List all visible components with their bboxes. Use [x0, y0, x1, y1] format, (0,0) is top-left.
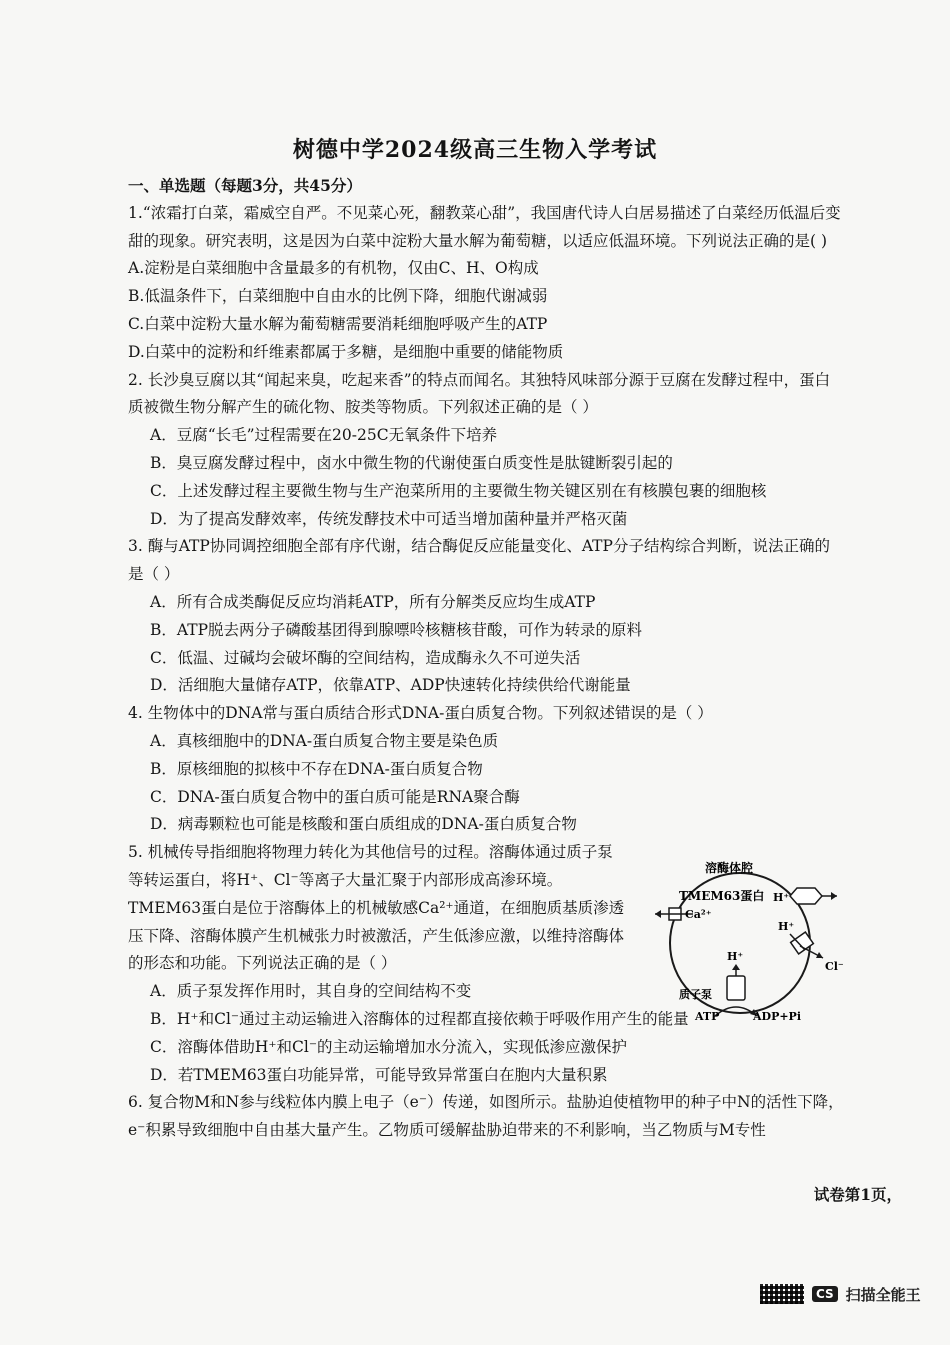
- q4-stem: 4. 生物体中的DNA常与蛋白质结合形式DNA-蛋白质复合物。下列叙述错误的是（ ）: [128, 704, 713, 723]
- q2-option-a: A．豆腐“长毛”过程需要在20-25C无氧条件下培养: [150, 426, 498, 445]
- cl-transporter: [790, 932, 823, 958]
- q3-option-b: B．ATP脱去两分子磷酸基团得到腺嘌呤核糖核苷酸，可作为转录的原料: [150, 620, 643, 639]
- q2-option-b: B．臭豆腐发酵过程中，卤水中微生物的代谢使蛋白质变性是肽键断裂引起的: [150, 453, 673, 472]
- proton-pump-label: 质子泵: [679, 988, 712, 1001]
- q5-option-d: D．若TMEM63蛋白功能异常，可能导致异常蛋白在胞内大量积累: [150, 1065, 608, 1084]
- calcium-label: Ca²⁺: [685, 908, 712, 921]
- q4-option-a: A．真核细胞中的DNA-蛋白质复合物主要是染色质: [150, 731, 499, 750]
- q1-option-c: C.白菜中淀粉大量水解为葡萄糖需要消耗细胞呼吸产生的ATP: [128, 314, 548, 333]
- q5-option-a: A．质子泵发挥作用时，其自身的空间结构不变: [150, 982, 472, 1001]
- q5-stem: 5. 机械传导指细胞将物理力转化为其他信号的过程。溶酶体通过质子泵等转运蛋白，将H⁺、Cl⁻等离子大量汇聚于内部形成高渗环境。TMEM63蛋白是位于溶酶体上的机械敏感Ca²⁺通道，在细胞质基质渗透压下降、溶酶体膜产生机械张力时被激活，产生低渗应激，以维持溶酶体的形态和功能。下列说法正确的是（ ）: [128, 843, 625, 973]
- chloride-label: Cl⁻: [825, 960, 844, 973]
- q5-option-c: C．溶酶体借助H⁺和Cl⁻的主动运输增加水分流入，实现低渗应激保护: [150, 1037, 628, 1056]
- q5-option-b: B．H⁺和Cl⁻通过主动运输进入溶酶体的过程都直接依赖于呼吸作用产生的能量: [150, 1009, 689, 1028]
- scanner-watermark: [760, 1283, 930, 1305]
- q2-stem: 2. 长沙臭豆腐以其“闻起来臭，吃起来香”的特点而闻名。其独特风味部分源于豆腐在发酵过程中，蛋白质被微生物分解产生的硫化物、胺类等物质。下列叙述正确的是（ ）: [128, 370, 831, 417]
- cs-logo-icon: CS: [812, 1286, 838, 1302]
- q1-stem: 1.“浓霜打白菜，霜威空自严。不见菜心死，翻教菜心甜”，我国唐代诗人白居易描述了白菜经历低温后变甜的现象。研究表明，这是因为白菜中淀粉大量水解为葡萄糖，以适应低温环境。下列说法正确的是( ): [128, 203, 841, 250]
- h-transporter-top: [790, 888, 837, 904]
- q4-option-b: B．原核细胞的拟核中不存在DNA-蛋白质复合物: [150, 759, 483, 778]
- proton-pump: [715, 964, 757, 1016]
- exam-title: 树德中学2024级高三生物入学考试: [292, 137, 658, 163]
- q3-option-d: D．活细胞大量储存ATP，依靠ATP、ADP快速转化持续供给代谢能量: [150, 676, 631, 695]
- q1-option-d: D.白菜中的淀粉和纤维素都属于多糖，是细胞中重要的储能物质: [128, 342, 564, 361]
- lysosome-lumen-label: 溶酶体腔: [705, 861, 754, 875]
- section-heading: 一、单选题（每题3分，共45分）: [128, 176, 362, 195]
- q1-option-a: A.淀粉是白菜细胞中含量最多的有机物，仅由C、H、O构成: [128, 259, 539, 278]
- q3-option-c: C．低温、过碱均会破坏酶的空间结构，造成酶永久不可逆失活: [150, 648, 581, 667]
- h-ion-label-top: H⁺: [773, 891, 790, 904]
- qr-code-icon: [760, 1284, 804, 1304]
- q3-option-a: A．所有合成类酶促反应均消耗ATP，所有分解类反应均生成ATP: [150, 592, 596, 611]
- lysosome-diagram: [645, 848, 855, 1028]
- tmem63-label: TMEM63蛋白: [679, 889, 765, 903]
- q2-option-c: C．上述发酵过程主要微生物与生产泡菜所用的主要微生物关键区别在有核膜包裹的细胞核: [150, 481, 767, 500]
- page-number: 试卷第1页，: [813, 1185, 902, 1204]
- scanner-app-name: 扫描全能王: [845, 1285, 921, 1304]
- q3-stem: 3. 酶与ATP协同调控细胞全部有序代谢，结合酶促反应能量变化、ATP分子结构综合判断，说法正确的是（ ）: [128, 537, 830, 584]
- q4-option-d: D．病毒颗粒也可能是核酸和蛋白质组成的DNA-蛋白质复合物: [150, 815, 577, 834]
- q1-option-b: B.低温条件下，白菜细胞中自由水的比例下降，细胞代谢减弱: [128, 287, 548, 306]
- q6-stem: 6. 复合物M和N参与线粒体内膜上电子（e⁻）传递，如图所示。盐胁迫使植物甲的种子中N的活性下降，e⁻积累导致细胞中自由基大量产生。乙物质可缓解盐胁迫带来的不利影响，当乙物质与M专性: [128, 1093, 844, 1140]
- adp-pi-label: ADP+Pi: [753, 1010, 802, 1023]
- q2-option-d: D．为了提高发酵效率，传统发酵技术中可适当增加菌种量并严格灭菌: [150, 509, 628, 528]
- h-ion-label-pump: H⁺: [727, 950, 744, 963]
- q4-option-c: C．DNA-蛋白质复合物中的蛋白质可能是RNA聚合酶: [150, 787, 520, 806]
- atp-label: ATP: [695, 1010, 720, 1023]
- h-ion-label-right: H⁺: [778, 920, 795, 933]
